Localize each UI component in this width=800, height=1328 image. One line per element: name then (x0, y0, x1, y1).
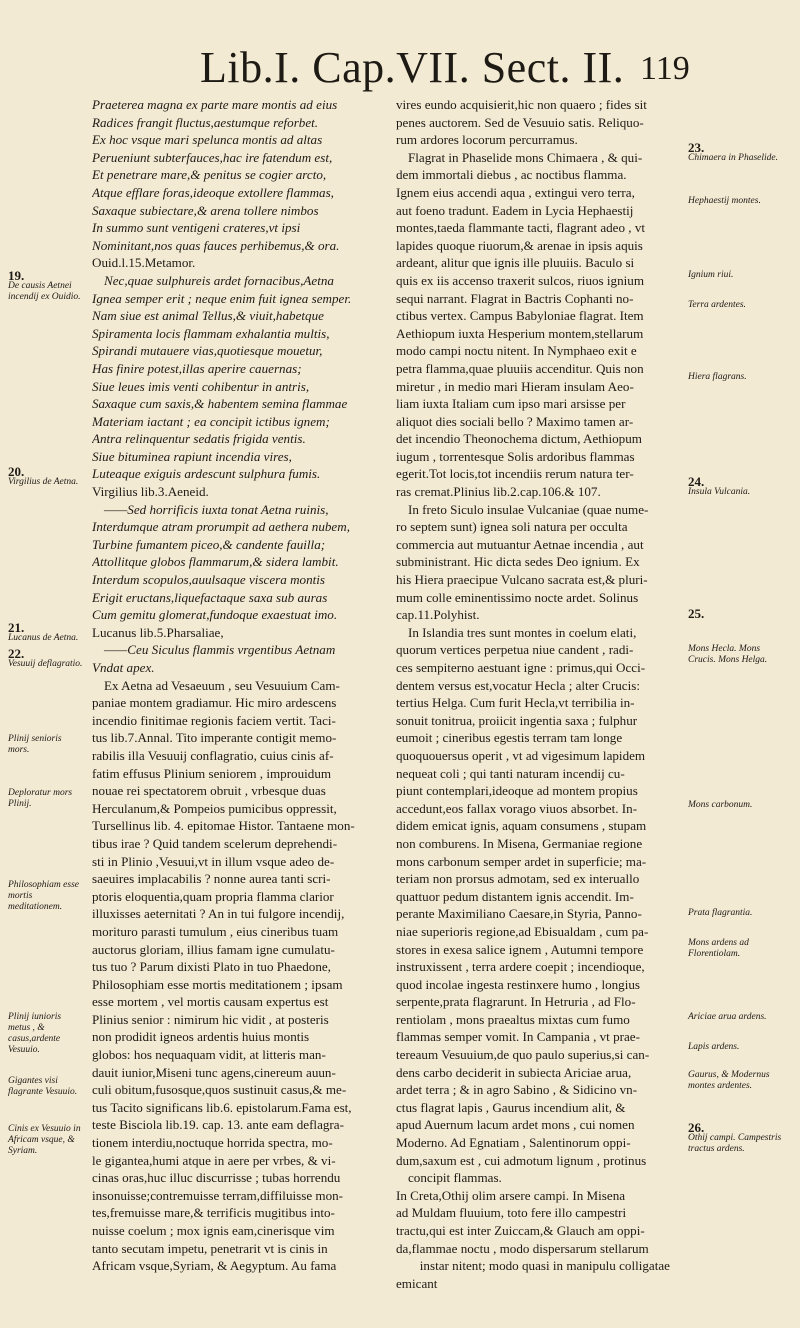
margin-note (688, 270, 788, 281)
text-line: Lucanus lib.5.Pharsaliae, (92, 624, 224, 640)
text-line: ptoris eloquentia,quam propria flamma clarior (92, 888, 334, 904)
margin-note (688, 1122, 788, 1155)
margin-note-text: Virgilius de Aetna. (8, 477, 79, 487)
text-line: dentem versus est,vocatur Hecla ; alter Crucis: (396, 677, 640, 693)
text-line: Spiramenta locis flammam exhalantia multis, (92, 325, 330, 341)
margin-note-text: Chimaera in Phaselide. (688, 153, 778, 163)
margin-note-text: Gaurus, & Modernus montes ardentes. (688, 1070, 770, 1091)
margin-note-text: Plinij senioris mors. (8, 734, 62, 755)
text-line: aut foeno tradunt. Eadem in Lycia Hephaestij (396, 202, 634, 218)
text-line: Nec,quae sulphureis ardet fornacibus,Aetna (104, 272, 334, 288)
text-line: dens carbo deciderit in subiecta Ariciae arua, (396, 1064, 632, 1080)
margin-note (8, 880, 84, 913)
text-line: cinas oras,huc illuc discurrisse ; tubas horrendu (92, 1170, 341, 1186)
text-line: modo campi noctu nitent. In Nymphaeo exit e (396, 343, 637, 359)
text-line: mum colle eminentissimo nocte ardet. Solinus (396, 589, 639, 605)
margin-note (688, 1042, 788, 1053)
text-line: ——Ceu Siculus flammis vrgentibus Aetnam (104, 642, 336, 658)
text-line: In Islandia tres sunt montes in coelum elati, (408, 624, 637, 640)
text-line: tibus irae ? Quid tandem scelerum deprehendi- (92, 835, 338, 851)
text-line: rum ardores locorum percurramus. (396, 132, 578, 148)
text-line: Praeterea magna ex parte mare montis ad eius (92, 97, 338, 112)
text-line: det incendio Theonochema dictum, Aethiopum (396, 431, 642, 447)
text-line: Interdumque atram prorumpit ad aethera nubem, (92, 519, 350, 535)
text-line: Turbine fumantem piceo,& candente fauilla; (92, 536, 326, 552)
text-line: tertius Helga. Cum furit Hecla,vt terribilia in- (396, 695, 635, 711)
left-text-column (92, 96, 376, 1275)
text-line: perante Maximiliano Caesare,in Styria, Panno- (396, 906, 642, 922)
margin-note-number: 21. (8, 620, 25, 635)
margin-note (8, 1124, 84, 1157)
text-line: sequi narrant. Flagrat in Bactris Cophanti no- (396, 290, 634, 306)
text-line: Herculanum,& Pompeios pumicibus oppressit, (92, 800, 337, 816)
text-line: nuisse coelum ; mox ignis eam,cinerisque vim (92, 1223, 335, 1238)
text-line: Saxaque subiectare,& arena tollere nimbos (92, 202, 319, 218)
text-line: Ex hoc vsque mari spelunca montis ad altas (92, 132, 323, 148)
text-line: quoquouersus operit , vt ad vigesimum lapidem (396, 747, 646, 763)
text-line: penes auctorem. Sed de Vesuuio satis. Reliquo- (396, 114, 644, 130)
text-line: ctus flagrat lapis , Gaurus incendium alit, & (396, 1099, 626, 1115)
margin-note-number: 23. (688, 140, 705, 155)
right-text-column (396, 96, 680, 1292)
text-line: tus Tacito significans lib.6. epistolarum.Fama est, (92, 1099, 352, 1115)
margin-note-text: Vesuuij deflagratio. (8, 659, 83, 669)
page-number: 119 (640, 50, 690, 87)
text-line: dauit iunior,Miseni tunc agens,cinereum auun- (92, 1064, 336, 1080)
text-line: Ignea semper erit ; neque enim fuit ignea semper. (92, 290, 352, 306)
text-line: instar nitent; modo quasi in manipulu colligatae (419, 1258, 670, 1274)
text-line: insonuisse;contremuisse terram,diffiluisse mon- (92, 1187, 344, 1203)
text-line: In Creta,Othij olim arsere campi. In Misena (396, 1187, 626, 1203)
text-line: quod incolae ingesta restinxere humo , longius (396, 976, 640, 992)
margin-note-text: Terra ardentes. (688, 300, 746, 310)
margin-note (688, 1012, 788, 1023)
text-line: incendio finitimae regionis faciem vertit. Taci- (92, 712, 336, 728)
margin-note (688, 196, 788, 207)
margin-note-text: Plinij iunioris metus , & casus,ardente Vesuuio. (8, 1012, 62, 1055)
text-line: niae superioris regione,ad Ebisualdam , cum pa- (396, 923, 649, 939)
margin-note-text: Mons carbonum. (688, 800, 753, 810)
text-line: fatim effusus Plinium seniorem , improuidum (92, 765, 332, 781)
text-line: paniae montem gradiamur. Hic miro ardescens (92, 695, 337, 711)
text-line: flammas semper vomit. In Campania , vt prae- (396, 1029, 640, 1045)
text-line: tractu,qui est inter Zuiccam,& Glauch am oppi- (396, 1223, 645, 1238)
text-line: commercia aut mutuantur Aetnae incendia , aut (396, 536, 644, 552)
text-line: ctibus vertex. Campus Babyloniae flagrat. Item (396, 308, 644, 324)
text-line: accedunt,eos fallax vorago viuos absorbet. In- (396, 800, 638, 816)
text-line: Erigit eructans,liquefactaque saxa sub auras (92, 589, 328, 605)
text-line: Saxaque cum saxis,& habentem semina flammae (92, 396, 348, 412)
text-line: Radices frangit fluctus,aestumque reforbet. (92, 114, 319, 130)
margin-note (8, 648, 84, 670)
text-line: Tursellinus lib. 4. epitomae Histor. Tantaene mon- (92, 818, 355, 834)
text-line: tes,fremuisse mare,& terrificis mugitibus into- (92, 1205, 335, 1221)
text-line: ardet terra ; & in agro Sabino , & Sidicino vn- (396, 1082, 638, 1098)
margin-note (8, 270, 84, 303)
text-line: teriam non prorsus admotam, sed ex interuallo (396, 871, 640, 887)
text-line: le gigantea,humi atque in aere per vrbes, & vi- (92, 1152, 336, 1168)
margin-note (8, 622, 84, 644)
text-line: iugum , torrentesque Solis ardoribus flammas (396, 448, 635, 464)
margin-note (688, 142, 788, 164)
text-line: lapides quoque riuorum,& arenae in ipsis aquis (396, 237, 643, 253)
margin-note (8, 1012, 84, 1056)
margin-note (688, 644, 788, 666)
text-line: Aethiopum iuxta Hesperium montem,stellarum (396, 325, 644, 341)
text-line: da,flammae noctu , modo dispersarum stellarum (396, 1240, 649, 1256)
text-line: stores in exesa salice ignem , Autumni tempore (396, 941, 644, 957)
text-line: ces sempiterno aestuant igne : primus,qui Occi- (396, 660, 646, 675)
text-line: Attollitque globos flammarum,& sidera lambit. (92, 554, 339, 570)
text-line: rabilis illa Vesuuij conflagratio, cuius cinis af- (92, 747, 334, 763)
text-line: nequeat coli ; qui tanti naturam incendij cu- (396, 765, 625, 781)
text-line: Cum gemitu glomerat,fundoque exaestuat imo. (92, 607, 338, 623)
text-line: his Hiera praecipue Vulcano sacrata est,& pluri- (396, 572, 648, 588)
text-line: quattuor pedum distantem ignis accendit. Im- (396, 888, 634, 904)
text-line: mons carbonum semper ardet in superficie; ma- (396, 853, 647, 869)
text-line: Siue bituminea rapiunt incendia vires, (92, 448, 292, 464)
text-line: tereaum Vesuuium,de quo paulo superius,si can- (396, 1047, 650, 1063)
text-line: Nam siue est animal Tellus,& viuit,habetque (92, 308, 324, 324)
text-line: piunt contemplari,ideoque ad montem propius (396, 783, 638, 799)
margin-note (688, 608, 788, 619)
margin-note (8, 1076, 84, 1098)
text-line: Philosophiam esse mortis meditationem ; ipsam (92, 976, 343, 992)
text-line: sonuit tonitrua, proiicit ingentia saxa ; fulphur (396, 712, 638, 728)
text-line: Siue leues imis venti cohibentur in antris, (92, 378, 310, 394)
text-line: ——Sed horrificis iuxta tonat Aetna ruinis, (104, 501, 329, 517)
margin-note-number: 24. (688, 474, 705, 489)
text-line: non prodidit igneos ardentis huius montis (92, 1029, 310, 1045)
margin-note (688, 938, 788, 960)
text-line: ad Muldam fluuium, toto fere illo campestri (396, 1205, 627, 1221)
margin-note-text: Hiera flagrans. (688, 372, 747, 382)
margin-note-text: Mons ardens ad Florentiolam. (688, 938, 749, 959)
margin-note-text: Lucanus de Aetna. (8, 633, 79, 643)
text-line: serpente,prata flagrarunt. In Hetruria , ad Flo- (396, 994, 636, 1010)
margin-note (688, 300, 788, 311)
text-line: tus tuo ? Parum dixisti Plato in tuo Phaedone, (92, 959, 331, 975)
margin-note (688, 476, 788, 498)
text-line: Flagrat in Phaselide mons Chimaera , & qui- (408, 149, 643, 165)
text-line: Luteaque exiguis ardescunt sulphura fumis. (92, 466, 321, 482)
margin-note (688, 908, 788, 919)
text-line: non comburens. In Misena, Germaniae regione (396, 835, 643, 851)
text-line: teste Bisciola lib.19. cap. 13. ante eam deflagra- (92, 1117, 344, 1133)
text-line: tanto secutam impetu, penetrarit vt is cinis in (92, 1240, 328, 1256)
margin-note-number: 19. (8, 268, 25, 283)
margin-note-text: Othij campi. Campestris tractus ardens. (688, 1133, 782, 1154)
text-line: instruxissent , terra ardere coepit ; incendioque, (396, 959, 645, 975)
margin-note-number: 25. (688, 606, 705, 621)
text-line: ras cremat.Plinius lib.2.cap.106.& 107. (396, 484, 601, 500)
text-line: In freto Siculo insulae Vulcaniae (quae nume- (408, 501, 649, 517)
margin-note-number: 20. (8, 464, 25, 479)
text-line: Moderno. Ad Egnatiam , Salentinorum oppi- (396, 1135, 631, 1151)
margin-note-text: Ignium riui. (688, 270, 734, 280)
margin-note (8, 466, 84, 488)
margin-note-text: De causis Aetnei incendij ex Ouidio. (8, 281, 81, 302)
margin-note-text: Gigantes visi flagrante Vesuuio. (8, 1076, 78, 1097)
running-title: Lib.I. Cap.VII. Sect. II. (200, 43, 625, 92)
text-line: tionem interdiu,noctuque horrida spectra, mo- (92, 1135, 333, 1151)
text-line: globos: hos nequaquam vidit, at litteris man- (92, 1047, 326, 1063)
text-line: Antra relinquentur sedatis frigida ventis. (92, 431, 306, 447)
text-line: eumoit ; cineribus egestis terram tam longe (396, 730, 623, 746)
margin-note-text: Mons Hecla. Mons Crucis. Mons Helga. (688, 644, 768, 665)
text-line: Ignem eius accendi aqua , extingui vero terra, (396, 184, 635, 200)
text-line: didem emicat ignis, aquam consumens , stupam (396, 818, 647, 834)
text-line: Nominitant,nos quas fauces perhibemus,& ora. (92, 237, 340, 253)
text-line: Perueniunt subterfauces,hac ire fatendum est, (92, 149, 333, 165)
margin-note-text: Lapis ardens. (688, 1042, 740, 1052)
text-line: concipit flammas. (408, 1170, 502, 1186)
text-line: aliquot dies sociali bello ? Maximo tamen ar- (396, 413, 634, 429)
text-line: Plinius senior : nimirum hic vidit , at posteris (92, 1011, 329, 1027)
margin-note-text: Prata flagrantia. (688, 908, 753, 918)
text-line: Has finire potest,illas aperire cauernas; (92, 360, 302, 376)
text-line: Spirandi mutauere vias,quotiesque mouetur, (92, 343, 323, 359)
margin-note (688, 372, 788, 383)
text-line: dem immortali diebus , ac noctibus flamma. (396, 167, 627, 183)
text-line: petra flamma,quae pluuiis accenditur. Quis non (396, 360, 644, 376)
text-line: rentiolam , mons praealtus mixtas cum fumo (396, 1011, 630, 1027)
text-line: Materiam iactant ; ea concipit ictibus ignem; (92, 413, 330, 429)
text-line: subministrant. Hic dicta sedes Deo ignium. Ex (396, 554, 640, 570)
margin-note-number: 26. (688, 1120, 705, 1135)
text-line: illuxisses aeternitati ? An in tui fulgore incendij, (92, 906, 345, 922)
margin-note (688, 1070, 788, 1092)
margin-note-number: 22. (8, 646, 25, 661)
text-line: Atque efflare foras,ideoque extollere flammas, (92, 184, 334, 200)
text-line: montes,taeda flammante tacti, flagrant adeo , vt (396, 220, 646, 236)
text-line: emicant (396, 1275, 438, 1291)
text-line: egerit.Tot locis,tot incendiis rerum natura ter- (396, 466, 634, 482)
text-line: ro septem sunt) ignea soli natura per occulta (396, 519, 628, 535)
margin-note-text: Ariciae arua ardens. (688, 1012, 767, 1022)
text-line: dum,saxum est , cui admotum lignum , protinus (396, 1152, 647, 1168)
margin-note-text: Cinis ex Vesuuio in Africam vsque, & Syriam. (8, 1124, 81, 1156)
text-line: Ex Aetna ad Vesaeuum , seu Vesuuium Cam- (104, 677, 340, 693)
text-line: Et penetrare mare,& penitus se cogier arcto, (92, 167, 327, 183)
text-line: tus lib.7.Annal. Tito imperante contigit memo- (92, 730, 337, 746)
text-line: auctorus gloriam, illius famam igne cumulatu- (92, 941, 335, 957)
text-line: culi obitum,fusosque,quos sustinuit casus,& me- (92, 1082, 347, 1098)
margin-note (8, 734, 84, 756)
text-line: apud Auernum lacum ardet mons , cui nomen (396, 1117, 635, 1133)
page-header (0, 40, 800, 100)
text-line: saeuires implacabilis ? nonne aurea tanti scri- (92, 871, 331, 887)
text-line: quorum vertices perpetua niue candent , radi- (396, 642, 634, 658)
text-line: morituro parasti tumulum , eius cineribus tuam (92, 923, 339, 939)
text-line: ardeant, alitur que ignis ille pluuiis. Baculo si (396, 255, 635, 271)
text-line: Interdum scopulos,auulsaque viscera montis (92, 572, 325, 588)
text-line: cap.11.Polyhist. (396, 607, 480, 623)
text-line: liam iuxta Italiam cum ipso mari arsisse per (396, 396, 626, 412)
text-line: Virgilius lib.3.Aeneid. (92, 484, 209, 500)
text-line: Africam vsque,Syriam, & Aegyptum. Au fama (92, 1258, 337, 1274)
text-line: In summo sunt ventigeni crateres,vt ipsi (92, 220, 301, 236)
margin-note-text: Hephaestij montes. (688, 196, 761, 206)
text-line: vires eundo acquisierit,hic non quaero ; fides sit (396, 97, 647, 112)
text-line: nouae rei spectatorem obruit , vrbesque duas (92, 783, 326, 799)
text-line: sti in Plinio ,Vesuui,vt in illum vsque adeo de- (92, 853, 335, 869)
text-line: Ouid.l.15.Metamor. (92, 255, 196, 271)
margin-note-text: Insula Vulcania. (688, 487, 751, 497)
text-line: esse mortem , vel mortis causam expertus est (92, 994, 329, 1010)
text-line: miretur , in medio mari Hieram insulam Aeo- (396, 378, 634, 394)
text-line: Vndat apex. (92, 660, 155, 675)
margin-note (8, 788, 84, 810)
margin-note-text: Philosophiam esse mortis meditationem. (8, 880, 79, 912)
text-line: quis ex iis accenso traxerit sulcos, riuos ignium (396, 272, 645, 288)
margin-note-text: Deploratur mors Plinij. (8, 788, 73, 809)
margin-note (688, 800, 788, 811)
